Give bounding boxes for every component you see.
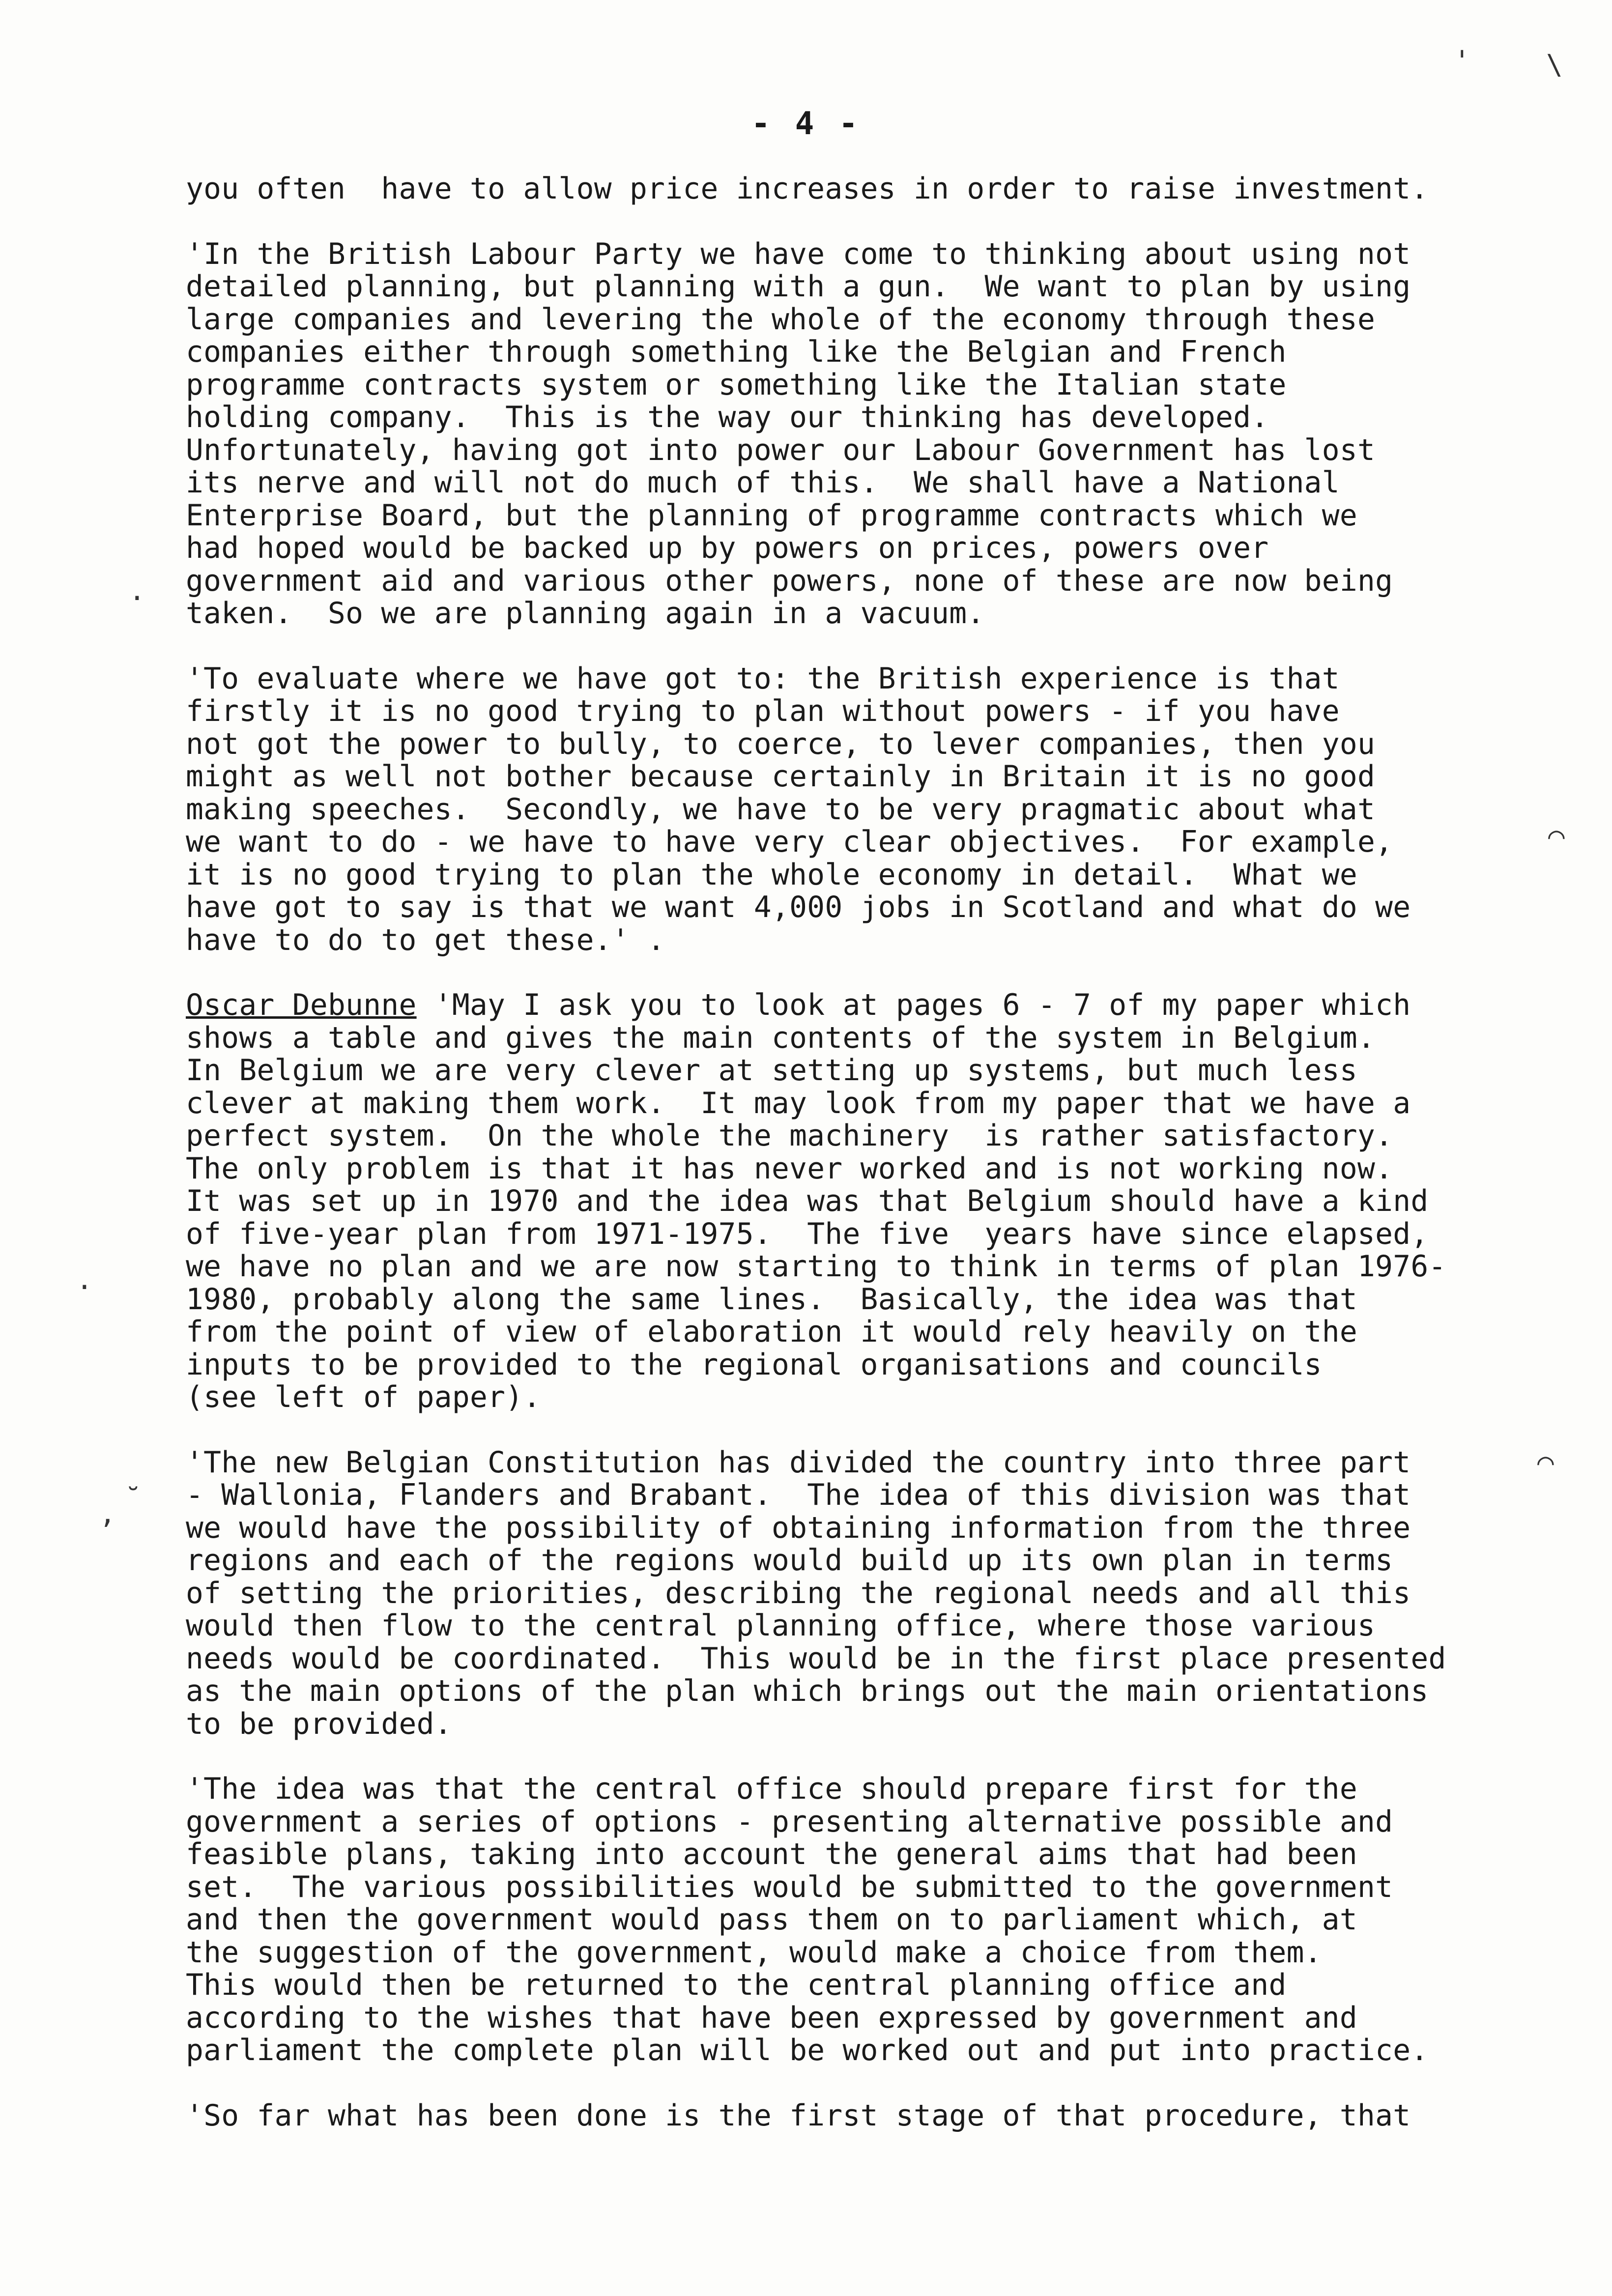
- text-line: we want to do - we have to have very clear objectives. For example,: [186, 825, 1393, 859]
- text-line: firstly it is no good trying to plan without powers - if you have: [186, 694, 1340, 728]
- margin-mark-right-2: ⌒: [1537, 1446, 1554, 1478]
- margin-mark-left-4: .: [76, 1264, 93, 1296]
- text-line: 'In the British Labour Party we have come to thinking about using not: [186, 237, 1411, 271]
- text-line: government a series of options - presenting alternative possible and: [186, 1805, 1393, 1839]
- text-line: taken. So we are planning again in a vacuum.: [186, 597, 985, 631]
- margin-mark-top-1: ': [1454, 45, 1470, 77]
- paragraph-6: [186, 1773, 1601, 2067]
- text-line: government aid and various other powers, none of these are now being: [186, 564, 1393, 598]
- text-line: have to do to get these.' .: [186, 923, 665, 957]
- text-line: inputs to be provided to the regional organisations and councils: [186, 1348, 1322, 1382]
- text-line: we would have the possibility of obtaining information from the three: [186, 1511, 1411, 1545]
- paragraph-2: [186, 238, 1601, 631]
- text-line: Unfortunately, having got into power our Labour Government has lost: [186, 433, 1376, 467]
- text-line: you often have to allow price increases in order to raise investment.: [186, 172, 1429, 206]
- page-number: - 4 -: [751, 106, 861, 142]
- text-line: Enterprise Board, but the planning of programme contracts which we: [186, 498, 1358, 533]
- text-line: set. The various possibilities would be submitted to the government: [186, 1870, 1393, 1904]
- text-line: The only problem is that it has never worked and is not working now.: [186, 1151, 1393, 1186]
- text-line: might as well not bother because certainly in Britain it is no good: [186, 760, 1376, 794]
- text-line: from the point of view of elaboration it would rely heavily on the: [186, 1315, 1358, 1349]
- text-line: 1980, probably along the same lines. Basically, the idea was that: [186, 1282, 1358, 1317]
- text-line: - Wallonia, Flanders and Brabant. The idea of this division was that: [186, 1478, 1411, 1512]
- text-line: (see left of paper).: [186, 1380, 541, 1414]
- text-line: clever at making them work. It may look from my paper that we have a: [186, 1086, 1411, 1120]
- text-line-with-speaker: [186, 989, 1601, 1022]
- text-line: needs would be coordinated. This would be in the first place presented: [186, 1641, 1446, 1676]
- paragraph-7: [186, 2100, 1601, 2133]
- margin-mark-left-2: ˘: [125, 1483, 142, 1515]
- paragraph-4: [186, 989, 1601, 1414]
- speaker-line-rest: 'May I ask you to look at pages 6 - 7 of my paper which: [416, 988, 1411, 1022]
- text-line: as the main options of the plan which brings out the main orientations: [186, 1674, 1429, 1708]
- text-line: not got the power to bully, to coerce, to lever companies, then you: [186, 727, 1376, 761]
- text-line: of setting the priorities, describing the regional needs and all this: [186, 1576, 1411, 1610]
- text-line: feasible plans, taking into account the general aims that had been: [186, 1837, 1358, 1871]
- margin-mark-left-3: ,: [99, 1498, 116, 1530]
- text-line: programme contracts system or something like the Italian state: [186, 368, 1287, 402]
- text-line: we have no plan and we are now starting to think in terms of plan 1976-: [186, 1250, 1446, 1284]
- margin-mark-left-1: .: [129, 575, 145, 607]
- text-line: 'To evaluate where we have got to: the British experience is that: [186, 661, 1340, 696]
- text-line: making speeches. Secondly, we have to be very pragmatic about what: [186, 792, 1376, 827]
- text-line: detailed planning, but planning with a gun. We want to plan by using: [186, 270, 1411, 304]
- text-line: It was set up in 1970 and the idea was that Belgium should have a kind: [186, 1184, 1429, 1218]
- text-line: 'The idea was that the central office should prepare first for the: [186, 1772, 1358, 1806]
- text-line: of five-year plan from 1971-1975. The five years have since elapsed,: [186, 1217, 1429, 1251]
- text-line: parliament the complete plan will be worked out and put into practice.: [186, 2034, 1429, 2067]
- text-line: holding company. This is the way our thinking has developed.: [186, 401, 1269, 434]
- text-line: its nerve and will not do much of this. We shall have a National: [186, 466, 1340, 500]
- text-line: regions and each of the regions would build up its own plan in terms: [186, 1544, 1393, 1578]
- text-line: the suggestion of the government, would make a choice from them.: [186, 1935, 1322, 1970]
- paragraph-3: [186, 663, 1601, 957]
- margin-mark-top-2: \: [1546, 49, 1563, 81]
- text-line: companies either through something like the Belgian and French: [186, 335, 1287, 369]
- text-line: had hoped would be backed up by powers on prices, powers over: [186, 531, 1269, 565]
- text-line: to be provided.: [186, 1707, 452, 1741]
- speaker-name: Oscar Debunne: [186, 988, 417, 1022]
- document-body: [186, 173, 1601, 2165]
- text-line: shows a table and gives the main contents of the system in Belgium.: [186, 1021, 1376, 1055]
- text-line: it is no good trying to plan the whole economy in detail. What we: [186, 858, 1358, 892]
- paragraph-5: [186, 1447, 1601, 1741]
- paragraph-1: [186, 173, 1601, 206]
- text-line: large companies and levering the whole of the economy through these: [186, 302, 1376, 337]
- margin-mark-right-1: ⌒: [1548, 820, 1565, 852]
- text-line: according to the wishes that have been expressed by government and: [186, 2001, 1358, 2035]
- text-line: 'So far what has been done is the first stage of that procedure, that: [186, 2098, 1411, 2133]
- text-line: and then the government would pass them on to parliament which, at: [186, 1903, 1358, 1937]
- text-line: In Belgium we are very clever at setting up systems, but much less: [186, 1054, 1358, 1088]
- text-line: have got to say is that we want 4,000 jobs in Scotland and what do we: [186, 890, 1411, 924]
- text-line: 'The new Belgian Constitution has divided the country into three part: [186, 1445, 1411, 1480]
- text-line: This would then be returned to the central planning office and: [186, 1968, 1287, 2002]
- text-line: perfect system. On the whole the machinery is rather satisfactory.: [186, 1119, 1393, 1153]
- text-line: would then flow to the central planning office, where those various: [186, 1609, 1376, 1643]
